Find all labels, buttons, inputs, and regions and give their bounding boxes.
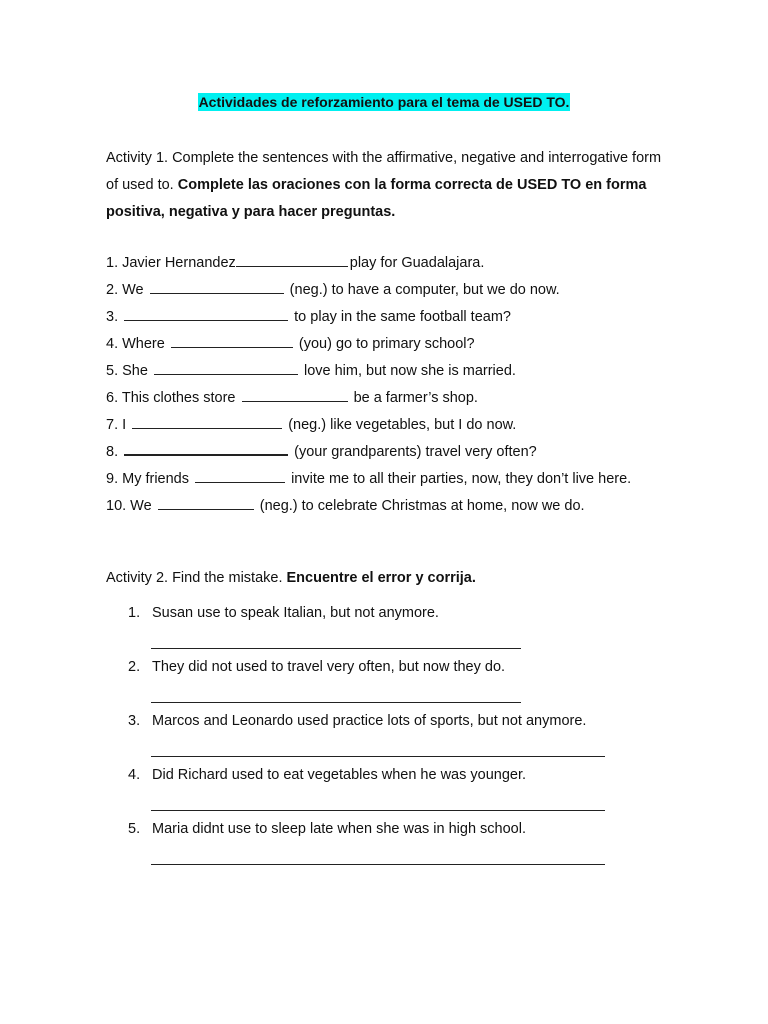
answer-blank[interactable] [150, 279, 284, 294]
item-number: 5. [128, 821, 141, 837]
item-sentence: They did not used to travel very often, but now they do. [152, 659, 506, 675]
exercise-text-before: 8. [106, 444, 119, 460]
activity1-instructions [106, 145, 666, 226]
activity1-instructions-es: Complete las oraciones con la forma correcta de USED TO en forma positiva, negativa y para hacer preguntas. [106, 177, 647, 220]
exercise-item-4 [106, 331, 666, 358]
activity2-instructions [106, 565, 666, 592]
exercise-text-after: (your grandparents) travel very often? [294, 444, 537, 460]
item-sentence: Did Richard used to eat vegetables when he was younger. [152, 767, 527, 783]
exercise-text-after: play for Guadalajara. [349, 255, 485, 271]
exercise-text-after: love him, but now she is married. [303, 363, 516, 379]
activity2-instructions-es: Encuentre el error y corrija. [286, 570, 476, 586]
activity2-list [128, 600, 648, 870]
item-number: 3. [128, 713, 141, 729]
exercise-text-before: 2. We [106, 282, 144, 298]
answer-blank[interactable] [124, 440, 288, 456]
exercise-item-1 [106, 250, 666, 277]
exercise-item-6 [106, 385, 666, 412]
exercise-text-after: (neg.) like vegetables, but I do now. [288, 417, 517, 433]
exercise-text-after: to play in the same football team? [294, 309, 511, 325]
activity1-instructions-en: Activity 1. Complete the sentences with the affirmative, negative and interrogative form of used to. [106, 150, 662, 193]
item-number: 1. [128, 605, 141, 621]
answer-blank[interactable] [242, 387, 348, 402]
answer-blank[interactable] [236, 252, 348, 267]
exercise-text-before: 7. I [106, 417, 127, 433]
exercise-item-10 [106, 493, 666, 520]
exercise-item-8 [106, 439, 666, 466]
item-sentence: Susan use to speak Italian, but not anymore. [152, 605, 439, 621]
activity1-list [106, 250, 666, 520]
exercise-text-after: be a farmer’s shop. [353, 390, 478, 406]
mistake-item-5 [128, 816, 648, 870]
exercise-item-2 [106, 277, 666, 304]
correction-answer-line[interactable] [151, 810, 605, 811]
exercise-text-before: 1. Javier Hernandez [106, 255, 236, 271]
answer-blank[interactable] [132, 414, 282, 429]
item-number: 4. [128, 767, 141, 783]
item-sentence: Marcos and Leonardo used practice lots of sports, but not anymore. [152, 713, 587, 729]
exercise-text-after: invite me to all their parties, now, they don’t live here. [291, 471, 632, 487]
mistake-item-3 [128, 708, 648, 762]
exercise-text-before: 9. My friends [106, 471, 189, 487]
exercise-text-before: 4. Where [106, 336, 165, 352]
exercise-item-3 [106, 304, 666, 331]
correction-answer-line[interactable] [151, 756, 605, 757]
exercise-item-5 [106, 358, 666, 385]
exercise-text-after: (neg.) to have a computer, but we do now. [289, 282, 560, 298]
exercise-text-after: (neg.) to celebrate Christmas at home, now we do. [259, 498, 585, 514]
answer-blank[interactable] [158, 495, 254, 510]
title-wrapper [0, 93, 768, 112]
mistake-item-4 [128, 762, 648, 816]
answer-blank[interactable] [154, 360, 298, 375]
correction-answer-line[interactable] [151, 648, 521, 649]
exercise-text-before: 5. She [106, 363, 148, 379]
exercise-text-before: 6. This clothes store [106, 390, 236, 406]
exercise-text-after: (you) go to primary school? [298, 336, 475, 352]
answer-blank[interactable] [124, 306, 288, 321]
answer-blank[interactable] [171, 333, 293, 348]
item-sentence: Maria didnt use to sleep late when she was in high school. [152, 821, 526, 837]
correction-answer-line[interactable] [151, 864, 605, 865]
activity2-instructions-en: Activity 2. Find the mistake. [106, 570, 283, 586]
exercise-text-before: 10. We [106, 498, 152, 514]
mistake-item-1 [128, 600, 648, 654]
worksheet-title: Actividades de reforzamiento para el tema de USED TO. [198, 94, 570, 110]
exercise-item-9 [106, 466, 666, 493]
exercise-text-before: 3. [106, 309, 119, 325]
answer-blank[interactable] [195, 468, 285, 483]
mistake-item-2 [128, 654, 648, 708]
item-number: 2. [128, 659, 141, 675]
correction-answer-line[interactable] [151, 702, 521, 703]
exercise-item-7 [106, 412, 666, 439]
